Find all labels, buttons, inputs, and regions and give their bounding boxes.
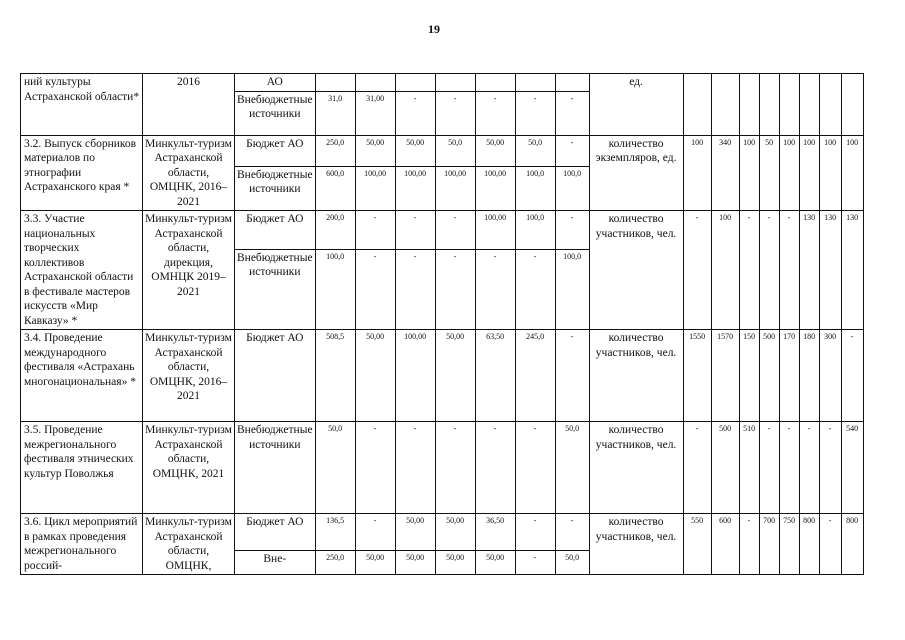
indicator-value (683, 74, 711, 136)
table-row (21, 330, 864, 422)
funding-value: 31,0 (315, 91, 355, 135)
funding-value: - (515, 422, 555, 514)
indicator-value: - (841, 330, 863, 422)
funding-value: - (475, 422, 515, 514)
funding-value: 100,00 (475, 166, 515, 210)
funding-value (475, 74, 515, 92)
funding-value: - (515, 514, 555, 551)
funding-value: 50,00 (355, 551, 395, 575)
indicator-value: - (799, 422, 819, 514)
funding-value: 50,0 (555, 551, 589, 575)
indicator-value: - (759, 422, 779, 514)
funding-value: 200,0 (315, 211, 355, 250)
funding-value: 50,00 (395, 551, 435, 575)
funding-value: - (395, 422, 435, 514)
funding-value: 100,0 (315, 249, 355, 329)
indicator-value: - (759, 211, 779, 330)
indicator-value: - (683, 422, 711, 514)
indicator-value: 100 (711, 211, 739, 330)
funding-value: 50,00 (435, 551, 475, 575)
funding-value: 100,00 (355, 166, 395, 210)
indicator-name: количество участников, чел. (589, 211, 683, 330)
funding-value: 508,5 (315, 330, 355, 422)
funding-value: 100,0 (515, 211, 555, 250)
funding-value: - (475, 249, 515, 329)
funding-value: - (435, 422, 475, 514)
funding-value: - (395, 211, 435, 250)
responsible-executor: Минкульт-туризм Астраханской области, дирекция, ОМНЦК 2019–2021 (143, 211, 235, 330)
indicator-value (819, 74, 841, 136)
funding-source: Бюджет АО (235, 211, 316, 250)
funding-value: 100,0 (515, 166, 555, 210)
indicator-value: 1550 (683, 330, 711, 422)
funding-value: - (355, 514, 395, 551)
funding-value: 245,0 (515, 330, 555, 422)
responsible-executor: Минкульт-туризм Астраханской области, ОМЦНК, (143, 514, 235, 575)
funding-value: 50,0 (515, 135, 555, 166)
indicator-name: количество участников, чел. (589, 514, 683, 575)
indicator-value: 100 (739, 135, 759, 211)
indicator-value: 550 (683, 514, 711, 575)
funding-value: 50,0 (555, 422, 589, 514)
funding-value: 100,00 (395, 330, 435, 422)
funding-source: Внебюджетные источники (235, 166, 316, 210)
funding-source: Бюджет АО (235, 514, 316, 551)
indicator-value: 500 (711, 422, 739, 514)
indicator-value (799, 74, 819, 136)
funding-value: 50,0 (315, 422, 355, 514)
indicator-value (779, 74, 799, 136)
funding-value: - (355, 211, 395, 250)
measure-name: 3.2. Выпуск сборников материалов по этнографии Астраханского края * (21, 135, 143, 211)
indicator-value: 540 (841, 422, 863, 514)
funding-value: 50,00 (435, 514, 475, 551)
table-row (21, 422, 864, 514)
funding-value: - (555, 211, 589, 250)
measure-name: 3.3. Участие национальных творческих коллективов Астраханской области в фестивале мастеров искусств «Мир Кавказу» * (21, 211, 143, 330)
funding-value: - (435, 249, 475, 329)
indicator-value: 100 (779, 135, 799, 211)
funding-value: 100,00 (435, 166, 475, 210)
funding-value: 50,00 (435, 330, 475, 422)
indicator-value: - (819, 514, 841, 575)
indicator-value (759, 74, 779, 136)
indicator-name: количество участников, чел. (589, 422, 683, 514)
funding-source: Бюджет АО (235, 135, 316, 166)
indicator-value: 100 (799, 135, 819, 211)
funding-value: 100,00 (475, 211, 515, 250)
funding-value (555, 74, 589, 92)
indicator-value: 510 (739, 422, 759, 514)
funding-value: - (355, 422, 395, 514)
table-row (21, 514, 864, 551)
indicator-value (711, 74, 739, 136)
indicator-value: - (739, 514, 759, 575)
funding-value: - (555, 514, 589, 551)
page-number: 19 (428, 22, 440, 36)
indicator-value (841, 74, 863, 136)
funding-value: 36,50 (475, 514, 515, 551)
funding-value (355, 74, 395, 92)
indicator-value: 700 (759, 514, 779, 575)
funding-value: - (555, 330, 589, 422)
funding-value: - (395, 91, 435, 135)
funding-value: - (475, 91, 515, 135)
indicator-value: - (683, 211, 711, 330)
funding-value: 136,5 (315, 514, 355, 551)
indicator-value: 50 (759, 135, 779, 211)
indicator-value: 170 (779, 330, 799, 422)
funding-value: - (355, 249, 395, 329)
table-row (21, 74, 864, 92)
funding-value (515, 74, 555, 92)
indicator-name: количество экземпляров, ед. (589, 135, 683, 211)
indicator-value: 130 (799, 211, 819, 330)
indicator-value: 800 (799, 514, 819, 575)
funding-value (395, 74, 435, 92)
responsible-executor: 2016 (143, 74, 235, 136)
indicator-value: 300 (819, 330, 841, 422)
indicator-value: - (819, 422, 841, 514)
funding-value: 31,00 (355, 91, 395, 135)
measure-name: ний культуры Астраханской области* (21, 74, 143, 136)
indicator-value: 100 (683, 135, 711, 211)
indicator-value: - (779, 422, 799, 514)
indicator-value: 1570 (711, 330, 739, 422)
indicator-value: 100 (841, 135, 863, 211)
funding-value: 100,0 (555, 166, 589, 210)
funding-value: 100,00 (395, 166, 435, 210)
funding-value: 600,0 (315, 166, 355, 210)
funding-value: - (515, 551, 555, 575)
funding-value (435, 74, 475, 92)
indicator-value: - (739, 211, 759, 330)
indicator-value: 750 (779, 514, 799, 575)
funding-source: Внебюджетные источники (235, 422, 316, 514)
funding-value: - (515, 91, 555, 135)
funding-source: Внебюджетные источники (235, 91, 316, 135)
indicator-value: 800 (841, 514, 863, 575)
funding-value: 50,00 (395, 514, 435, 551)
program-table (20, 73, 864, 575)
indicator-value: 100 (819, 135, 841, 211)
responsible-executor: Минкульт-туризм Астраханской области, ОМЦНК, 2021 (143, 422, 235, 514)
responsible-executor: Минкульт-туризм Астраханской области, ОМЦНК, 2016–2021 (143, 135, 235, 211)
funding-source: Бюджет АО (235, 330, 316, 422)
funding-value: 50,00 (475, 551, 515, 575)
funding-value: - (435, 211, 475, 250)
indicator-value: 340 (711, 135, 739, 211)
indicator-value: 130 (841, 211, 863, 330)
table-row (21, 211, 864, 250)
indicator-value: 180 (799, 330, 819, 422)
funding-value: 250,0 (315, 551, 355, 575)
indicator-name: ед. (589, 74, 683, 136)
indicator-value: - (779, 211, 799, 330)
funding-value: 100,0 (555, 249, 589, 329)
funding-value: 50,00 (355, 135, 395, 166)
measure-name: 3.5. Проведение межрегионального фестиваля этнических культур Поволжья (21, 422, 143, 514)
measure-name: 3.6. Цикл мероприятий в рамках проведения межрегионального россий- (21, 514, 143, 575)
indicator-value: 150 (739, 330, 759, 422)
funding-value (315, 74, 355, 92)
funding-value: - (435, 91, 475, 135)
table-row (21, 135, 864, 166)
indicator-value: 130 (819, 211, 841, 330)
funding-value: 250,0 (315, 135, 355, 166)
indicator-value (739, 74, 759, 136)
indicator-value: 500 (759, 330, 779, 422)
funding-value: 50,00 (355, 330, 395, 422)
measure-name: 3.4. Проведение международного фестиваля «Астрахань многонациональная» * (21, 330, 143, 422)
funding-value: - (555, 91, 589, 135)
indicator-value: 600 (711, 514, 739, 575)
funding-source: Внебюджетные источники (235, 249, 316, 329)
funding-value: 63,50 (475, 330, 515, 422)
funding-value: 50,00 (395, 135, 435, 166)
funding-source: АО (235, 74, 316, 92)
funding-value: 50,0 (435, 135, 475, 166)
responsible-executor: Минкульт-туризм Астраханской области, ОМЦНК, 2016–2021 (143, 330, 235, 422)
funding-value: - (395, 249, 435, 329)
funding-value: - (515, 249, 555, 329)
funding-value: 50,00 (475, 135, 515, 166)
funding-source: Вне- (235, 551, 316, 575)
funding-value: - (555, 135, 589, 166)
indicator-name: количество участников, чел. (589, 330, 683, 422)
